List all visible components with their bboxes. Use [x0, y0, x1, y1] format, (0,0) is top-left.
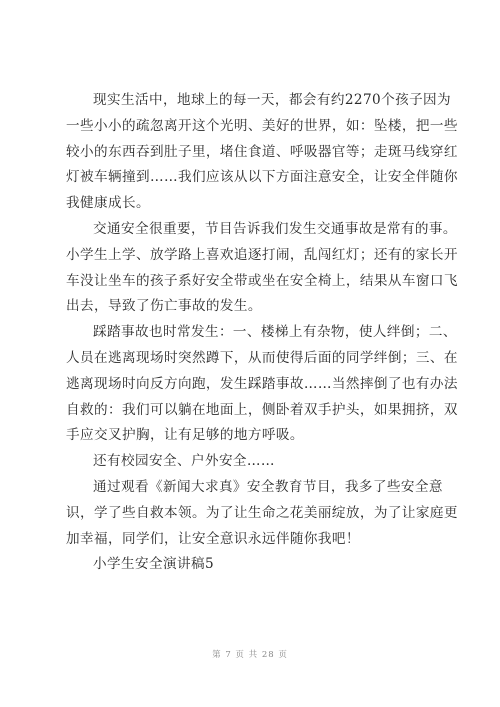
text-line: 一些小小的疏忽离开这个光明、美好的世界，如：坠楼，把一些 — [66, 117, 458, 134]
text-line: 现实生活中，地球上的每一天，都会有约2270个孩子因为 — [93, 92, 452, 108]
text-line: 踩踏事故也时常发生：一、楼梯上有杂物，使人绊倒；二、 — [93, 324, 457, 341]
text-line: 较小的东西吞到肚子里，堵住食道、呼吸器官等；走斑马线穿红 — [66, 143, 458, 160]
paragraph-traffic-safety — [66, 217, 458, 320]
text-line: 车没让坐车的孩子系好安全带或坐在安全椅上，结果从车窗口飞 — [66, 272, 458, 289]
text-line: 手应交叉护胸，让有足够的地方呼吸。 — [66, 427, 304, 444]
text-line: 小学生上学、放学路上喜欢追逐打闹，乱闯红灯；还有的家长开 — [66, 246, 458, 263]
text-line: 识，学了些自救本领。为了让生命之花美丽绽放，为了让家庭更 — [66, 504, 458, 521]
text-line: 还有校园安全、户外安全…… — [93, 453, 275, 470]
text-line: 通过观看《新闻大求真》安全教育节目，我多了些安全意 — [93, 478, 443, 495]
text-line: 出去，导致了伤亡事故的发生。 — [66, 298, 262, 315]
paragraph-campus-outdoor — [66, 449, 444, 475]
text-line: 逃离现场时向反方向跑，发生踩踏事故……当然摔倒了也有办法 — [66, 375, 458, 392]
text-line: 加幸福，同学们，让安全意识永远伴随你我吧！ — [66, 530, 360, 547]
text-line: 我健康成长。 — [66, 195, 150, 212]
paragraph-stampede — [66, 320, 458, 449]
section-heading — [66, 552, 444, 578]
text-line: 交通安全很重要，节目告诉我们发生交通事故是常有的事。 — [93, 220, 457, 237]
paragraph-intro — [66, 88, 458, 217]
text-line: 人员在逃离现场时突然蹲下，从而使得后面的同学绊倒；三、在 — [66, 349, 458, 366]
document-body — [66, 88, 458, 578]
text-line: 小学生安全演讲稿5 — [93, 556, 214, 573]
paragraph-conclusion — [66, 475, 458, 552]
page-number-footer: 第 7 页 共 28 页 — [212, 650, 288, 660]
text-line: 灯被车辆撞到……我们应该从以下方面注意安全，让安全伴随你 — [66, 169, 458, 186]
text-line: 自救的：我们可以躺在地面上，侧卧着双手护头，如果拥挤，双 — [66, 401, 458, 418]
